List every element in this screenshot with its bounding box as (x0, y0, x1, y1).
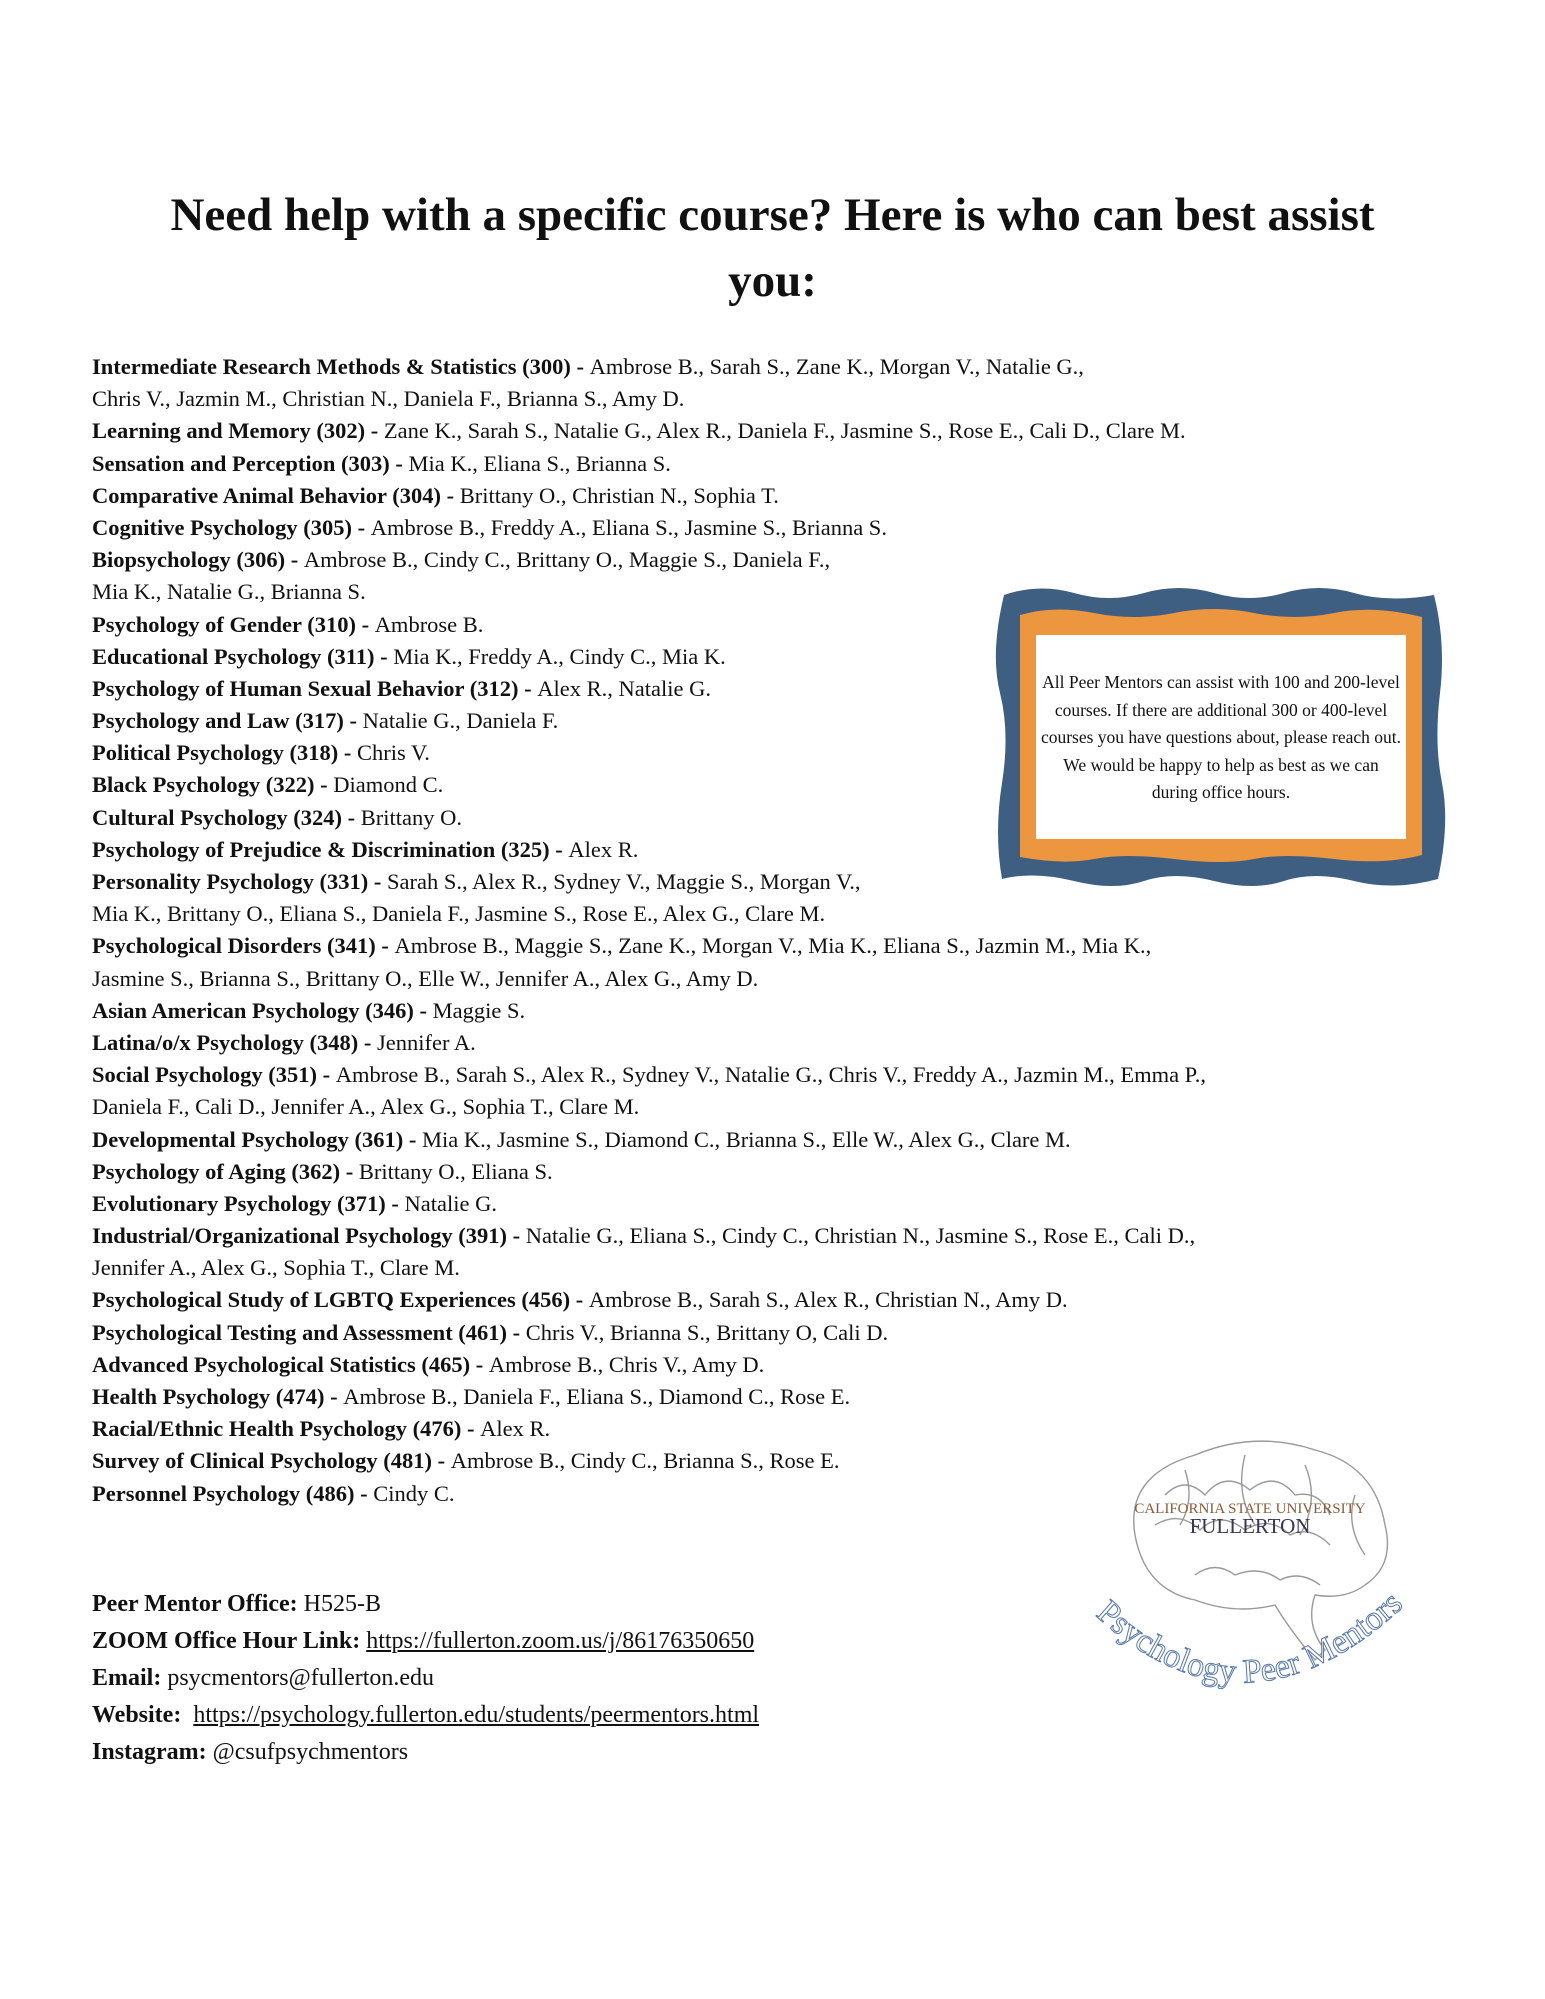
course-item (92, 544, 1206, 576)
course-mentors: Alex R. (480, 1416, 551, 1442)
separator: - (375, 933, 395, 959)
course-name: Biopsychology (306) (92, 547, 286, 573)
course-name: Health Psychology (474) (92, 1384, 325, 1409)
course-mentors: Ambrose B. (374, 611, 484, 637)
course-mentors: Mia K., Freddy A., Cindy C., Mia K. (393, 643, 726, 669)
course-item (92, 1413, 1206, 1445)
course-name: Psychology of Prejudice & Discrimination (325) (92, 836, 550, 862)
course-mentors: Brittany O. (360, 804, 462, 830)
separator: - (324, 1384, 344, 1409)
zoom-link[interactable]: https://fullerton.zoom.us/j/86176350650 (366, 1628, 755, 1654)
course-item (92, 1059, 1206, 1091)
course-name: Cognitive Psychology (305) (92, 514, 352, 540)
course-name: Educational Psychology (311) (92, 643, 375, 669)
separator: - (470, 1351, 489, 1377)
zoom-label: ZOOM Office Hour Link: (92, 1628, 361, 1654)
course-mentors: Alex R. (568, 836, 639, 862)
course-item (92, 930, 1206, 962)
course-mentors: Diamond C. (333, 772, 444, 798)
separator: - (343, 708, 363, 734)
instagram-label: Instagram: (92, 1739, 207, 1765)
course-name: Social Psychology (351) (92, 1062, 317, 1088)
separator: - (358, 1029, 378, 1055)
course-mentors: Ambrose B., Maggie S., Zane K., Morgan V., Mia K., Eliana S., Jazmin M., Mia K., (394, 933, 1152, 959)
course-mentors-continued: Jennifer A., Alex G., Sophia T., Clare M. (92, 1255, 460, 1281)
logo-arc: Psychology Peer Mentors (1089, 1584, 1410, 1691)
course-item (92, 480, 1206, 512)
separator: - (314, 772, 334, 798)
course-name: Asian American Psychology (346) (92, 997, 414, 1023)
course-name: Sensation and Perception (303) (92, 450, 390, 476)
course-name: Industrial/Organizational Psychology (391) (92, 1223, 508, 1249)
course-mentors: Ambrose B., Sarah S., Zane K., Morgan V., Natalie G., (589, 354, 1084, 379)
course-name: Psychology of Human Sexual Behavior (312) (92, 675, 519, 701)
course-name: Psychological Disorders (341) (92, 933, 376, 959)
separator: - (413, 997, 433, 1023)
course-mentors: Ambrose B., Cindy C., Brittany O., Maggie S., Daniela F., (303, 547, 831, 573)
separator: - (507, 1319, 526, 1345)
separator: - (365, 418, 384, 444)
course-name: Latina/o/x Psychology (348) (92, 1029, 359, 1055)
separator: - (403, 1126, 422, 1152)
course-mentors-continued: Mia K., Natalie G., Brianna S. (92, 579, 366, 605)
course-item (92, 512, 1206, 544)
separator: - (461, 1416, 481, 1442)
page-title: Need help with a specific course? Here is who can best assist you: (170, 189, 1375, 307)
course-item (92, 1317, 1206, 1349)
course-mentors-continued: Daniela F., Cali D., Jennifer A., Alex G., Sophia T., Clare M. (92, 1094, 640, 1120)
course-mentors: Natalie G. (404, 1190, 497, 1216)
separator: - (518, 675, 538, 701)
website-link[interactable]: https://psychology.fullerton.edu/students/peermentors.html (193, 1702, 760, 1728)
separator: - (431, 1448, 451, 1474)
course-item (92, 1156, 1206, 1188)
course-mentors-continued: Mia K., Brittany O., Eliana S., Daniela F., Jasmine S., Rose E., Alex G., Clare M. (92, 901, 826, 927)
separator: - (385, 1190, 405, 1216)
course-mentors: Chris V., Brianna S., Brittany O, Cali D. (525, 1319, 889, 1345)
course-mentors: Alex R., Natalie G. (537, 675, 711, 701)
brain-icon (1075, 1425, 1425, 1775)
course-item (92, 1188, 1206, 1220)
website-label: Website: (92, 1702, 182, 1728)
separator: - (507, 1223, 526, 1249)
course-name: Psychology and Law (317) (92, 708, 344, 734)
separator: - (317, 1062, 336, 1088)
course-mentors: Ambrose B., Cindy C., Brianna S., Rose E. (450, 1448, 840, 1474)
course-item (92, 1124, 1206, 1156)
course-mentors: Mia K., Jasmine S., Diamond C., Brianna S., Elle W., Alex G., Clare M. (421, 1126, 1071, 1152)
course-mentors: Ambrose B., Daniela F., Eliana S., Diamond C., Rose E. (343, 1384, 851, 1409)
course-name: Psychology of Aging (362) (92, 1158, 341, 1184)
separator: - (440, 482, 460, 508)
course-mentors: Chris V. (356, 740, 430, 766)
separator: - (338, 740, 357, 766)
course-mentors-continued: Jasmine S., Brianna S., Brittany O., Elle W., Jennifer A., Alex G., Amy D. (92, 965, 759, 991)
office-value: H525-B (303, 1591, 382, 1617)
separator: - (368, 869, 387, 894)
course-name: Cultural Psychology (324) (92, 804, 342, 830)
course-mentors-continued: Chris V., Jazmin M., Christian N., Daniela F., Brianna S., Amy D. (92, 386, 685, 412)
course-mentors: Zane K., Sarah S., Natalie G., Alex R., Daniela F., Jasmine S., Rose E., Cali D., Clare M. (383, 418, 1186, 444)
notice-text: All Peer Mentors can assist with 100 and 200-level courses. If there are additional 300 or 400-level courses you have questions about, please reach out. We would be happy to help as best as we can during office hours. (1040, 672, 1402, 803)
course-name: Political Psychology (318) (92, 740, 339, 766)
notice-box (994, 583, 1448, 892)
course-item (92, 1349, 1206, 1381)
course-name: Personnel Psychology (486) (92, 1480, 355, 1506)
course-name: Learning and Memory (302) (92, 418, 366, 444)
separator: - (570, 1287, 589, 1313)
logo-line2: FULLERTON (1189, 1514, 1311, 1538)
course-name: Comparative Animal Behavior (304) (92, 482, 441, 508)
separator: - (340, 1158, 359, 1184)
separator: - (354, 1480, 374, 1506)
separator: - (570, 354, 590, 379)
email-value[interactable]: psycmentors@fullerton.edu (167, 1665, 435, 1691)
course-item (92, 448, 1206, 480)
course-item (92, 351, 1206, 383)
course-mentors: Ambrose B., Sarah S., Alex R., Christian N., Amy D. (588, 1287, 1068, 1313)
course-mentors: Cindy C. (373, 1480, 455, 1506)
course-mentors: Ambrose B., Chris V., Amy D. (488, 1351, 765, 1377)
course-name: Evolutionary Psychology (371) (92, 1190, 386, 1216)
separator: - (389, 450, 409, 476)
separator: - (285, 547, 304, 573)
email-label: Email: (92, 1665, 162, 1691)
course-name: Psychological Study of LGBTQ Experiences (456) (92, 1287, 571, 1313)
course-item (92, 1284, 1206, 1316)
separator: - (351, 514, 371, 540)
separator: - (374, 643, 394, 669)
course-item (92, 1381, 1206, 1413)
logo-line1: CALIFORNIA STATE UNIVERSITY (1134, 1501, 1366, 1517)
separator: - (549, 836, 569, 862)
course-mentors: Brittany O., Christian N., Sophia T. (459, 482, 779, 508)
course-list (92, 351, 1206, 1510)
separator: - (342, 804, 361, 830)
separator: - (355, 611, 375, 637)
course-name: Psychology of Gender (310) (92, 611, 356, 637)
course-name: Psychological Testing and Assessment (461) (92, 1319, 508, 1345)
course-name: Survey of Clinical Psychology (481) (92, 1448, 432, 1474)
course-mentors: Sarah S., Alex R., Sydney V., Maggie S., Morgan V., (386, 869, 861, 894)
course-mentors: Jennifer A. (377, 1029, 476, 1055)
course-mentors: Natalie G., Daniela F. (362, 708, 559, 734)
course-mentors: Ambrose B., Freddy A., Eliana S., Jasmine S., Brianna S. (370, 514, 887, 540)
course-item (92, 995, 1206, 1027)
contact-info (92, 1586, 759, 1771)
course-item (92, 1445, 1206, 1477)
psychology-peer-mentors-logo (1075, 1425, 1425, 1775)
course-name: Personality Psychology (331) (92, 869, 369, 894)
course-mentors: Mia K., Eliana S., Brianna S. (408, 450, 671, 476)
course-mentors: Ambrose B., Sarah S., Alex R., Sydney V., Natalie G., Chris V., Freddy A., Jazmin M., Emma P., (335, 1062, 1206, 1088)
course-name: Intermediate Research Methods & Statistics (300) (92, 354, 571, 379)
course-mentors: Brittany O., Eliana S. (358, 1158, 553, 1184)
course-mentors: Maggie S. (432, 997, 526, 1023)
course-item (92, 1027, 1206, 1059)
course-item (92, 1478, 1206, 1510)
instagram-value: @csufpsychmentors (212, 1739, 409, 1765)
logo-arc-text (1090, 1584, 1410, 1690)
course-name: Advanced Psychological Statistics (465) (92, 1351, 471, 1377)
course-item (92, 415, 1206, 447)
course-name: Developmental Psychology (361) (92, 1126, 404, 1152)
office-label: Peer Mentor Office: (92, 1591, 298, 1617)
course-mentors: Natalie G., Eliana S., Cindy C., Christian N., Jasmine S., Rose E., Cali D., (525, 1223, 1196, 1249)
course-name: Racial/Ethnic Health Psychology (476) (92, 1416, 462, 1442)
course-item (92, 1220, 1206, 1252)
course-name: Black Psychology (322) (92, 772, 315, 798)
